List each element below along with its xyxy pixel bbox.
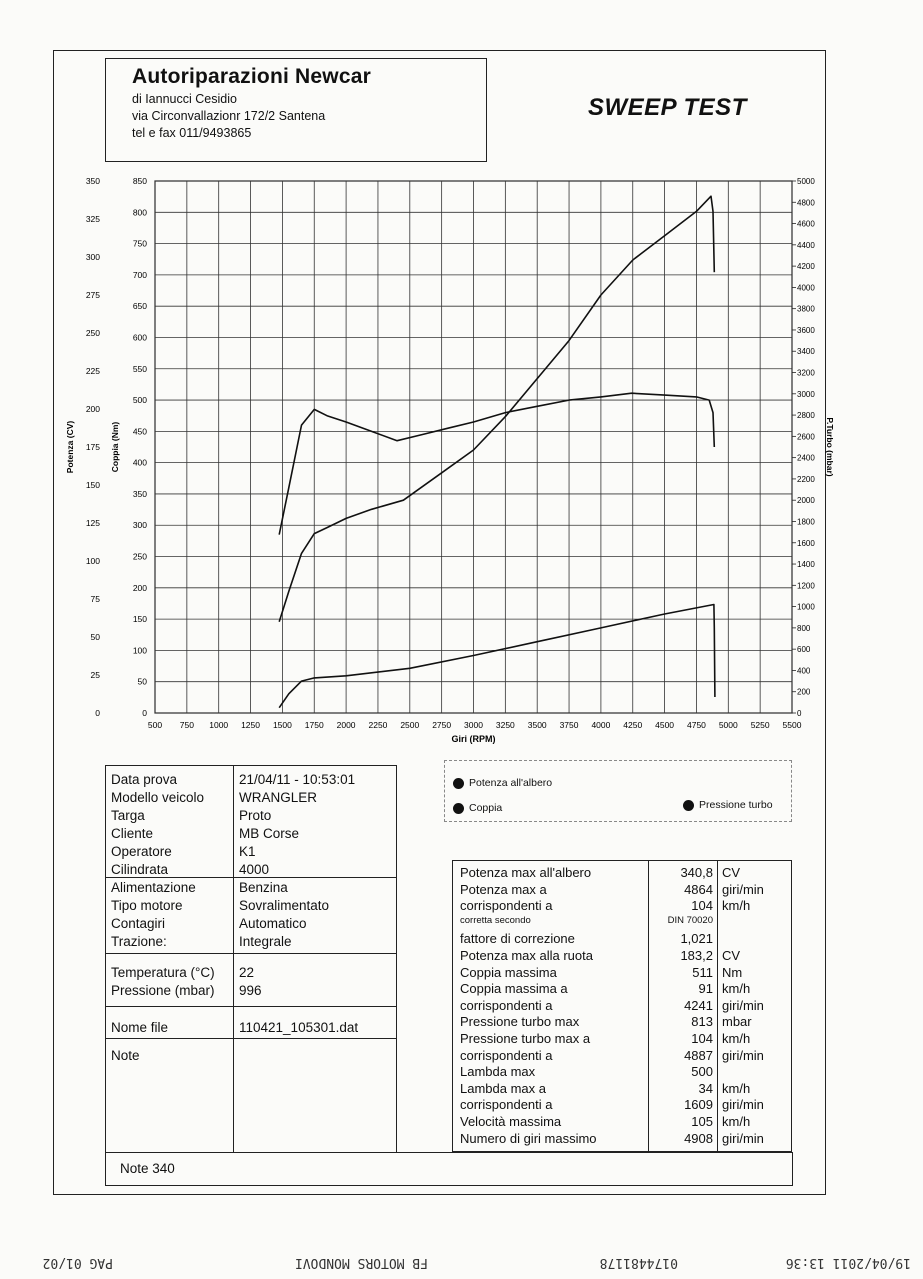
x-tick-label: 2750 xyxy=(432,720,452,730)
info-label: Tipo motore xyxy=(111,898,183,913)
torque-tick-label: 800 xyxy=(132,207,147,218)
result-value: 511 xyxy=(692,964,713,980)
result-label: Coppia massima a xyxy=(460,981,568,997)
info-value: 4000 xyxy=(239,862,270,877)
turbo-tick-label: 3000 xyxy=(797,389,815,399)
legend-power xyxy=(453,777,552,789)
result-value: 104 xyxy=(691,1031,713,1046)
turbo-tick-label: 200 xyxy=(797,687,811,697)
info-value: MB Corse xyxy=(239,826,300,841)
x-tick-label: 5000 xyxy=(718,720,738,730)
turbo-tick-label: 800 xyxy=(797,623,811,633)
power-tick-label: 75 xyxy=(90,594,100,604)
x-tick-label: 4000 xyxy=(591,720,611,730)
turbo-tick-label: 1400 xyxy=(797,560,815,570)
info-label: Targa xyxy=(111,808,145,823)
result-value: 813 xyxy=(691,1014,713,1030)
turbo-tick-label: 600 xyxy=(797,645,811,655)
power-tick-label: 275 xyxy=(85,290,100,300)
results-row xyxy=(453,865,791,882)
turbo-axis-title: P.Turbo (mbar) xyxy=(825,417,835,477)
page-title: SWEEP TEST xyxy=(588,94,747,121)
result-value: 340,8 xyxy=(680,865,713,880)
turbo-tick-label: 4000 xyxy=(797,283,815,293)
torque-tick-label: 0 xyxy=(142,708,147,718)
fax-page: PAG 01/02 xyxy=(42,1255,113,1270)
torque-tick-label: 600 xyxy=(132,332,147,343)
info-separator xyxy=(106,1038,396,1039)
result-label: Pressione turbo max xyxy=(460,1014,580,1030)
torque-tick-label: 350 xyxy=(132,488,147,499)
turbo-tick-label: 4600 xyxy=(797,219,815,229)
results-row xyxy=(453,1114,791,1131)
info-label: Nome file xyxy=(111,1020,169,1035)
result-label: Coppia massima xyxy=(460,964,557,980)
result-unit: giri/min xyxy=(722,1047,764,1063)
power-tick-label: 325 xyxy=(85,214,100,224)
info-value: K1 xyxy=(239,844,256,859)
legend-power-label: Potenza all'albero xyxy=(469,777,553,789)
x-tick-label: 3750 xyxy=(559,720,579,730)
x-tick-label: 4250 xyxy=(623,720,643,730)
result-unit: km/h xyxy=(722,1031,751,1046)
turbo-tick-label: 2800 xyxy=(797,411,815,421)
result-unit: CV xyxy=(722,865,741,880)
result-unit: CV xyxy=(722,948,741,963)
info-label: Operatore xyxy=(111,844,172,859)
result-unit: km/h xyxy=(722,898,751,914)
x-tick-label: 4500 xyxy=(655,720,675,730)
torque-tick-label: 300 xyxy=(132,520,147,531)
results-row xyxy=(453,1064,791,1081)
result-value: 500 xyxy=(691,1064,713,1080)
turbo-tick-label: 4800 xyxy=(797,198,815,208)
chart-legend xyxy=(444,760,792,822)
torque-tick-label: 400 xyxy=(132,457,147,468)
results-table xyxy=(452,860,792,1152)
info-value: 110421_105301.dat xyxy=(239,1020,359,1035)
torque-tick-label: 250 xyxy=(132,551,147,562)
company-phone: tel e fax 011/9493865 xyxy=(132,126,252,140)
torque-axis-title: Coppia (Nm) xyxy=(110,421,120,473)
results-row xyxy=(453,1097,791,1114)
x-tick-label: 5500 xyxy=(782,720,802,730)
x-tick-label: 1000 xyxy=(209,720,229,730)
x-axis-title: Giri (RPM) xyxy=(451,734,496,744)
results-row xyxy=(453,948,791,965)
info-label: Trazione: xyxy=(111,934,167,949)
results-row xyxy=(453,1048,791,1065)
info-separator xyxy=(106,877,396,878)
company-name: Autoriparazioni Newcar xyxy=(132,65,371,88)
info-value: Automatico xyxy=(239,916,307,931)
info-value: 22 xyxy=(239,965,255,980)
results-row xyxy=(453,1081,791,1098)
result-value: 183,2 xyxy=(680,948,713,963)
turbo-tick-label: 4400 xyxy=(797,240,815,250)
info-value: WRANGLER xyxy=(239,790,318,805)
power-tick-label: 225 xyxy=(85,366,100,376)
result-value: DIN 70020 xyxy=(667,914,713,926)
info-label: Alimentazione xyxy=(111,880,196,895)
result-unit: giri/min xyxy=(722,1097,764,1113)
result-value: 1,021 xyxy=(680,931,713,947)
legend-power-dot xyxy=(453,778,464,789)
torque-tick-label: 200 xyxy=(132,582,147,593)
x-tick-label: 2000 xyxy=(336,720,356,730)
company-owner: di Iannucci Cesidio xyxy=(132,92,237,106)
legend-turbo-dot xyxy=(683,800,694,811)
info-value: Proto xyxy=(239,808,272,823)
x-tick-label: 1500 xyxy=(272,720,292,730)
power-tick-label: 25 xyxy=(90,670,100,680)
fax-sender: FB MOTORS MONDOVI xyxy=(294,1255,428,1270)
torque-tick-label: 150 xyxy=(132,614,147,625)
legend-torque xyxy=(453,802,502,814)
results-row xyxy=(453,998,791,1015)
result-label: Potenza max alla ruota xyxy=(460,948,593,963)
vehicle-info-table xyxy=(105,765,397,1153)
info-label: Note xyxy=(111,1048,140,1063)
result-unit: giri/min xyxy=(722,881,764,897)
result-unit: Nm xyxy=(722,964,743,980)
power-tick-label: 50 xyxy=(90,632,100,642)
results-row xyxy=(453,931,791,948)
x-tick-label: 2250 xyxy=(368,720,388,730)
fax-header-line xyxy=(0,1250,923,1270)
legend-torque-label: Coppia xyxy=(469,802,503,814)
x-tick-label: 3250 xyxy=(495,720,515,730)
x-tick-label: 4750 xyxy=(686,720,706,730)
result-value: 105 xyxy=(691,1114,713,1129)
x-tick-label: 3500 xyxy=(527,720,547,730)
power-tick-label: 200 xyxy=(85,404,100,414)
torque-tick-label: 750 xyxy=(132,238,147,249)
info-separator xyxy=(106,1006,396,1007)
legend-turbo-label: Pressione turbo xyxy=(699,799,773,811)
torque-curve xyxy=(279,393,714,534)
result-unit: km/h xyxy=(722,981,751,997)
power-tick-label: 125 xyxy=(85,518,100,528)
info-divider xyxy=(233,766,234,1152)
result-unit: giri/min xyxy=(722,997,764,1013)
info-value: Integrale xyxy=(239,934,292,949)
info-label: Cilindrata xyxy=(111,862,169,877)
result-unit: mbar xyxy=(722,1014,752,1030)
turbo-tick-label: 2200 xyxy=(797,474,815,484)
result-label: Pressione turbo max a xyxy=(460,1031,591,1046)
results-row xyxy=(453,1014,791,1031)
turbo-tick-label: 2600 xyxy=(797,432,815,442)
result-value: 91 xyxy=(698,981,713,997)
result-unit: giri/min xyxy=(722,1130,764,1146)
info-label: Contagiri xyxy=(111,916,166,931)
company-address: via Circonvallazionr 172/2 Santena xyxy=(132,109,326,123)
x-tick-label: 3000 xyxy=(464,720,483,730)
turbo-tick-label: 3800 xyxy=(797,304,815,314)
power-tick-label: 0 xyxy=(95,708,100,718)
torque-tick-label: 650 xyxy=(132,301,147,312)
result-label: Potenza max all'albero xyxy=(460,865,592,880)
torque-tick-label: 700 xyxy=(132,269,147,280)
power-tick-label: 100 xyxy=(85,556,100,566)
result-unit: km/h xyxy=(722,1080,751,1096)
x-tick-label: 1250 xyxy=(241,720,261,730)
turbo-tick-label: 3400 xyxy=(797,347,815,357)
power-tick-label: 250 xyxy=(85,328,100,338)
x-tick-label: 2500 xyxy=(400,720,420,730)
info-label: Data prova xyxy=(111,772,178,787)
info-label: Modello veicolo xyxy=(111,790,205,805)
power-tick-label: 300 xyxy=(85,252,100,262)
result-label: Lambda max xyxy=(460,1064,536,1080)
info-value: Benzina xyxy=(239,880,288,895)
power-tick-label: 175 xyxy=(85,442,100,452)
power-curve xyxy=(279,196,714,622)
turbo-tick-label: 5000 xyxy=(797,177,815,186)
turbo-tick-label: 0 xyxy=(797,709,802,718)
note-footer: Note 340 xyxy=(105,1152,793,1186)
power-tick-label: 350 xyxy=(85,176,100,186)
turbo-tick-label: 1800 xyxy=(797,517,815,527)
result-value: 4908 xyxy=(684,1130,713,1146)
info-separator xyxy=(106,953,396,954)
legend-torque-dot xyxy=(453,803,464,814)
turbo-tick-label: 2000 xyxy=(797,496,815,506)
result-label: corretta secondo xyxy=(460,914,531,926)
results-row xyxy=(453,981,791,998)
turbo-tick-label: 1200 xyxy=(797,581,815,591)
x-tick-label: 5250 xyxy=(750,720,770,730)
turbo-tick-label: 1600 xyxy=(797,538,815,548)
torque-tick-label: 100 xyxy=(132,645,147,656)
turbo-tick-label: 4200 xyxy=(797,262,815,272)
info-label: Temperatura (°C) xyxy=(111,965,215,980)
info-value: 21/04/11 - 10:53:01 xyxy=(239,772,356,787)
torque-tick-label: 850 xyxy=(132,176,147,186)
result-label: corrispondenti a xyxy=(460,997,553,1013)
turbo-tick-label: 3200 xyxy=(797,368,815,378)
turbo-tick-label: 2400 xyxy=(797,453,815,463)
turbo-tick-label: 400 xyxy=(797,666,811,676)
torque-tick-label: 450 xyxy=(132,426,147,437)
result-unit: km/h xyxy=(722,1114,751,1129)
result-value: 4864 xyxy=(684,881,713,897)
legend-turbo xyxy=(683,799,773,811)
info-value: 996 xyxy=(239,983,262,998)
result-label: fattore di correzione xyxy=(460,931,575,947)
fax-number: 0174481178 xyxy=(599,1255,678,1270)
power-axis-title: Potenza (CV) xyxy=(65,420,75,474)
result-label: Potenza max a xyxy=(460,881,547,897)
fax-datetime: 19/04/2011 13:36 xyxy=(785,1255,911,1270)
x-tick-label: 1750 xyxy=(304,720,324,730)
result-label: Lambda max a xyxy=(460,1080,546,1096)
results-row xyxy=(453,915,791,932)
result-value: 4241 xyxy=(684,997,713,1013)
turbo-tick-label: 1000 xyxy=(797,602,815,612)
result-label: Numero di giri massimo xyxy=(460,1130,597,1146)
info-label: Cliente xyxy=(111,826,154,841)
result-label: Velocità massima xyxy=(460,1114,562,1129)
turbo-curve xyxy=(279,605,715,708)
results-row xyxy=(453,965,791,982)
x-tick-label: 500 xyxy=(147,720,163,730)
power-tick-label: 150 xyxy=(85,480,100,490)
torque-tick-label: 550 xyxy=(132,363,147,374)
result-label: corrispondenti a xyxy=(460,1097,553,1113)
results-row xyxy=(453,1031,791,1048)
results-row xyxy=(453,1131,791,1148)
result-value: 104 xyxy=(691,898,713,914)
result-value: 34 xyxy=(698,1080,713,1096)
result-value: 1609 xyxy=(684,1097,713,1113)
result-label: corrispondenti a xyxy=(460,1047,553,1063)
results-row xyxy=(453,898,791,915)
torque-tick-label: 500 xyxy=(132,395,147,406)
result-label: corrispondenti a xyxy=(460,898,553,914)
x-tick-label: 750 xyxy=(179,720,194,730)
info-value: Sovralimentato xyxy=(239,898,330,913)
info-label: Pressione (mbar) xyxy=(111,983,215,998)
turbo-tick-label: 3600 xyxy=(797,325,815,335)
torque-tick-label: 50 xyxy=(137,676,147,687)
result-value: 4887 xyxy=(684,1047,713,1063)
results-row xyxy=(453,882,791,899)
